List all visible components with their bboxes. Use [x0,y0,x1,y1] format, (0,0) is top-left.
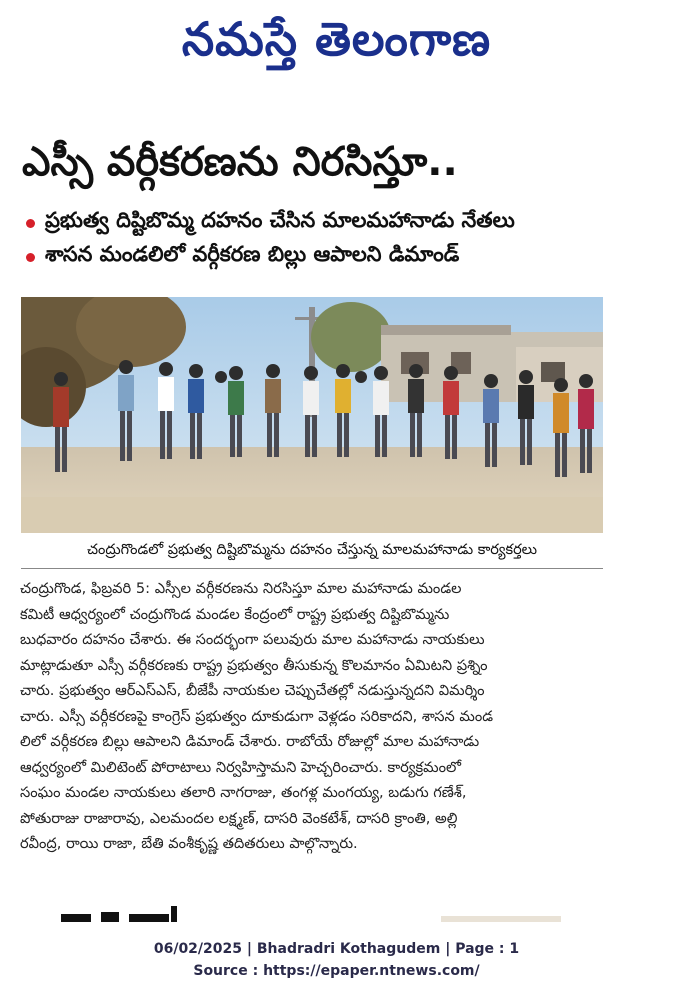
body-line: ఆధ్వర్యంలో మిలిటెంట్ పోరాటాలు నిర్వహిస్తామని హెచ్చరించారు. కార్యక్రమంలో [20,758,461,776]
tree-icon [311,302,391,372]
caption-divider [21,568,603,569]
news-photo [21,297,603,533]
article-body [20,576,606,857]
bullet-dot-icon [26,253,35,262]
bullet-dot-icon [26,219,35,228]
subhead-item [24,240,644,274]
protest-scene-illustration [21,297,603,533]
subhead-text: ప్రభుత్వ దిష్టిబొమ్మ దహనం చేసిన మాలమహానాడు నేతలు [45,208,515,232]
newspaper-masthead [0,0,673,90]
body-line: మాట్లాడుతూ ఎస్సీ వర్గీకరణకు రాష్ట్ర ప్రభుత్వం తీసుకున్న కొలమానం ఏమిటని ప్రశ్నిం [20,656,488,674]
page-footer [0,938,673,982]
body-line: చారు. ప్రభుత్వం ఆర్ఎస్ఎస్, బీజేపీ నాయకుల చెప్పుచేతల్లో నడుస్తున్నదని విమర్శిం [20,682,485,699]
body-line: లిలో వర్గీకరణ బిల్లు ఆపాలని డిమాండ్ చేశారు. రాబోయే రోజుల్లో మాల మహానాడు [20,733,480,750]
photo-caption: చంద్రుగొండలో ప్రభుత్వ దిష్టిబొమ్మను దహనం చేస్తున్న మాలమహానాడు కార్యకర్తలు [87,542,537,558]
subhead-text: శాసన మండలిలో వర్గీకరణ బిల్లు ఆపాలని డిమాండ్ [45,242,460,266]
body-line: పోతురాజు రాజారావు, ఎలమందల లక్ష్మణ్, దాసరి వెంకటేశ్, దాసరి క్రాంతి, అల్లి [20,809,458,827]
body-line: చంద్రుగొండ, ఫిబ్రవరి 5: ఎస్సీల వర్గీకరణను నిరసిస్తూ మాల మహానాడు మండల [20,580,462,597]
body-line: రవీంద్ర, రాయి రాజా, బేతి వంశీకృష్ణ తదితరులు పాల్గొన్నారు. [20,835,358,852]
footer-date-edition: 06/02/2025 | Bhadradri Kothagudem | Page : 1 [153,941,520,957]
subhead-list [24,206,644,274]
masthead-title: నమస్తే తెలంగాణ [181,12,492,66]
clipped-headline-fragment [21,902,603,922]
body-line: సంఘం మండల నాయకులు తలారి నాగరాజు, తంగళ్ల మంగయ్య, బడుగు గణేశ్, [20,784,467,801]
body-line: బుధవారం దహనం చేశారు. ఈ సందర్భంగా పలువురు మాల మహానాడు నాయకులు [20,631,485,648]
body-line: కమిటీ ఆధ్వర్యంలో చంద్రుగొండ మండల కేంద్రంలో రాష్ట్ర ప్రభుత్వ దిష్టిబొమ్మను [20,605,450,623]
body-line: చారు. ఎస్సీ వర్గీకరణపై కాంగ్రెస్ ప్రభుత్వం దూకుడుగా వెళ్లడం సరికాదని, శాసన మండ [20,707,494,725]
subhead-item [24,206,644,240]
clipped-next-article [21,902,603,922]
article-headline: ఎస్సీ వర్గీకరణను నిరసిస్తూ.. [22,139,458,185]
footer-source: Source : https://epaper.ntnews.com/ [193,963,480,979]
